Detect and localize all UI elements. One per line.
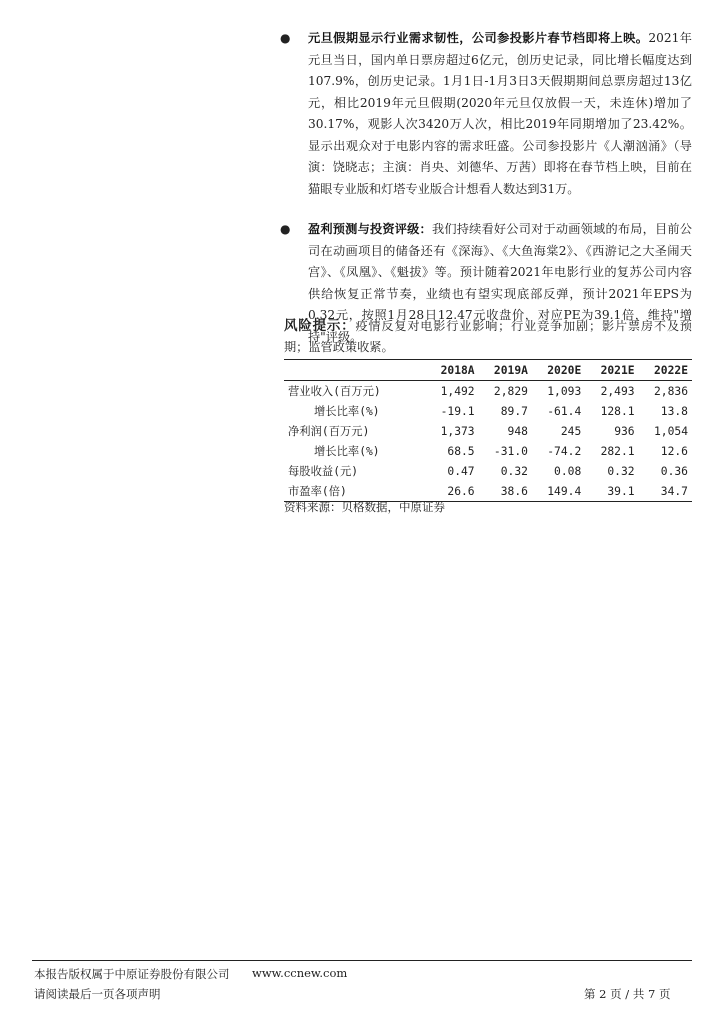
table-cell: 1,492	[440, 384, 475, 398]
footer-website-link[interactable]: www.ccnew.com	[252, 966, 348, 980]
footer-copyright: 本报告版权属于中原证券股份有限公司	[34, 967, 230, 981]
table-cell: 39.1	[585, 481, 638, 502]
table-cell: -74.2	[547, 444, 582, 458]
table-cell: 245	[560, 424, 582, 438]
table-cell: 0.32	[607, 464, 635, 478]
paragraph-text: 2021年元旦当日，国内单日票房超过6亿元，创历史记录，同比增长幅度达到107.9%，创历史记录。1月1日-1月3日3天假期期间总票房超过13亿元，相比2019年元旦假期(2020年元旦仅放假一天，未连休)增加了30.17%，观影人次3420万人次，相比2019年同期增加了23.42%。显示出观众对于电影内容的需求旺盛。公司参投影片《人潮汹涌》（导演：饶晓志；主演：肖央、刘德华、万茜）即将在春节档上映，目前在猫眼专业版和灯塔专业版合计想看人数达到31万。	[308, 31, 692, 196]
table-cell: 128.1	[600, 404, 635, 418]
bullet-icon: ●	[280, 222, 291, 236]
table-cell: 948	[507, 424, 528, 438]
row-label: 每股收益(元)	[288, 465, 359, 478]
table-cell: 0.32	[500, 464, 528, 478]
footer-disclaimer: 请阅读最后一页各项声明	[34, 987, 161, 1001]
table-cell: 0.08	[554, 464, 582, 478]
header-cell: 2019A	[479, 360, 532, 381]
table-cell: 12.6	[660, 444, 688, 458]
table-cell: 2,829	[493, 384, 528, 398]
table-cell: 1,373	[440, 424, 475, 438]
header-cell: 2018A	[425, 360, 478, 381]
header-cell: 2020E	[532, 360, 585, 381]
table-cell: 282.1	[600, 444, 635, 458]
financial-forecast-table	[284, 359, 692, 502]
table-cell: 149.4	[532, 481, 585, 502]
paragraph-body	[308, 28, 692, 200]
risk-title: 风险提示：	[284, 318, 356, 334]
table-cell: -19.1	[440, 404, 475, 418]
table-cell: 2,493	[600, 384, 635, 398]
table-row	[284, 381, 692, 402]
table-header-row	[284, 360, 692, 381]
table-cell: 0.47	[447, 464, 475, 478]
table-cell: 38.6	[479, 481, 532, 502]
table-cell: 68.5	[447, 444, 475, 458]
risk-text: 疫情反复对电影行业影响；行业竞争加剧；影片票房不及预期；监管政策收紧。	[284, 319, 692, 354]
table-cell: 0.36	[660, 464, 688, 478]
table-source-note: 资料来源：贝格数据，中原证券	[284, 500, 445, 514]
row-label: 市盈率(倍)	[284, 481, 425, 502]
row-label: 增长比率(%)	[314, 405, 380, 418]
table-cell: -61.4	[547, 404, 582, 418]
table-cell: 34.7	[639, 481, 692, 502]
table-cell: 2,836	[653, 384, 688, 398]
table-row	[284, 461, 692, 481]
header-cell: 2021E	[585, 360, 638, 381]
row-label: 净利润(百万元)	[288, 425, 370, 438]
risk-warning	[284, 316, 692, 358]
table-cell: 1,093	[547, 384, 582, 398]
footer-divider	[32, 960, 692, 961]
row-label: 增长比率(%)	[314, 445, 380, 458]
bullet-paragraph-holiday	[280, 28, 692, 200]
header-cell: 2022E	[639, 360, 692, 381]
table-row	[284, 401, 692, 421]
paragraph-title: 元旦假期显示行业需求韧性，公司参投影片春节档即将上映。	[308, 31, 649, 45]
table-row	[284, 421, 692, 441]
table-cell: 1,054	[653, 424, 688, 438]
row-label: 营业收入(百万元)	[288, 385, 381, 398]
table-cell: 89.7	[500, 404, 528, 418]
table-cell: -31.0	[493, 444, 528, 458]
table-row	[284, 441, 692, 461]
page-number: 第 2 页 / 共 7 页	[584, 987, 671, 1001]
header-cell	[284, 360, 425, 381]
paragraph-text: 我们持续看好公司对于动画领域的布局，目前公司在动画项目的储备还有《深海》、《大鱼海棠2》、《西游记之大圣闹天宫》、《凤凰》、《魁拔》等。预计随着2021年电影行业的复苏公司内容供给恢复正常节奏，业绩也有望实现底部反弹，预计2021年EPS为0.32元，按照1月28日12.47元收盘价，对应PE为39.1倍，维持"增持"评级。	[308, 222, 692, 344]
table-cell: 13.8	[660, 404, 688, 418]
table-cell: 936	[614, 424, 635, 438]
table-cell: 26.6	[425, 481, 478, 502]
paragraph-title: 盈利预测与投资评级：	[308, 222, 432, 236]
bullet-icon: ●	[280, 31, 291, 45]
